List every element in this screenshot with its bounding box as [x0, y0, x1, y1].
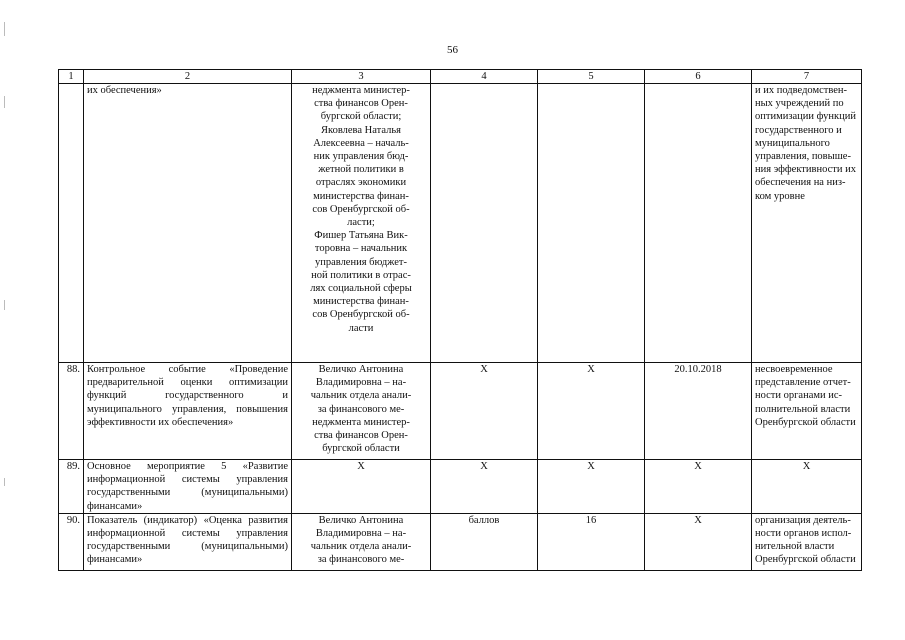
- row-value: Х: [538, 363, 645, 460]
- scan-edge-mark: [4, 478, 5, 486]
- row-date: Х: [645, 460, 752, 514]
- row-date: [645, 84, 752, 363]
- row-result: и их подведомствен- ных учреждений по оптимизации функций государственного и муниципального управления, повыше- ния эффективности их обеспечения на низ- ком уровне: [752, 84, 862, 363]
- row-date: Х: [645, 513, 752, 570]
- table-row: [59, 363, 862, 460]
- column-header: 6: [645, 70, 752, 84]
- row-name: Основное мероприятие 5 «Развитие информационной системы управления государственными (муниципальными) финансами»: [84, 460, 292, 514]
- column-header: 2: [84, 70, 292, 84]
- row-number: 90.: [59, 513, 84, 570]
- row-result: Х: [752, 460, 862, 514]
- scan-edge-mark: [4, 96, 5, 108]
- column-number-row: [59, 70, 862, 84]
- row-number: 89.: [59, 460, 84, 514]
- page-number: 56: [447, 44, 458, 56]
- row-name: Контрольное событие «Проведение предварительной оценки оптимизации функций государственного и муниципального управления, повышения эффективности их обеспечения»: [84, 363, 292, 460]
- plan-table: [58, 69, 862, 571]
- column-header: 4: [431, 70, 538, 84]
- row-unit: баллов: [431, 513, 538, 570]
- scan-edge-mark: [4, 22, 5, 36]
- row-name: их обеспечения»: [84, 84, 292, 363]
- row-value: [538, 84, 645, 363]
- row-responsible: неджмента министер- ства финансов Орен- бургской области; Яковлева Наталья Алексеевна – началь- ник управления бюд- жетной политики в отраслях экономики министерства финан- сов Оренбургской об- ласти; Фишер Татьяна Вик- торовна – начальник управления бюджет- ной политики в отрас- лях социальной сферы министерства финан- сов Оренбургской об- ласти: [292, 84, 431, 363]
- row-responsible: Х: [292, 460, 431, 514]
- row-value: Х: [538, 460, 645, 514]
- row-responsible: Величко Антонина Владимировна – на- чальник отдела анали- за финансового ме- неджмента министер- ства финансов Орен- бургской области: [292, 363, 431, 460]
- row-result: организация деятель- ности органов испол- нительной власти Оренбургской области: [752, 513, 862, 570]
- scan-edge-mark: [4, 300, 5, 310]
- row-name: Показатель (индикатор) «Оценка развития информационной системы управления государственными (муниципальными) финансами»: [84, 513, 292, 570]
- column-header: 5: [538, 70, 645, 84]
- row-unit: [431, 84, 538, 363]
- row-date: 20.10.2018: [645, 363, 752, 460]
- column-header: 3: [292, 70, 431, 84]
- table-row: [59, 460, 862, 514]
- row-value: 16: [538, 513, 645, 570]
- table-row: [59, 84, 862, 363]
- table-row: [59, 513, 862, 570]
- row-number: 88.: [59, 363, 84, 460]
- row-unit: Х: [431, 363, 538, 460]
- row-responsible: Величко Антонина Владимировна – на- чальник отдела анали- за финансового ме-: [292, 513, 431, 570]
- column-header: 7: [752, 70, 862, 84]
- column-header: 1: [59, 70, 84, 84]
- row-result: несвоевременное представление отчет- ности органами ис- полнительной власти Оренбургской области: [752, 363, 862, 460]
- row-number: [59, 84, 84, 363]
- row-unit: Х: [431, 460, 538, 514]
